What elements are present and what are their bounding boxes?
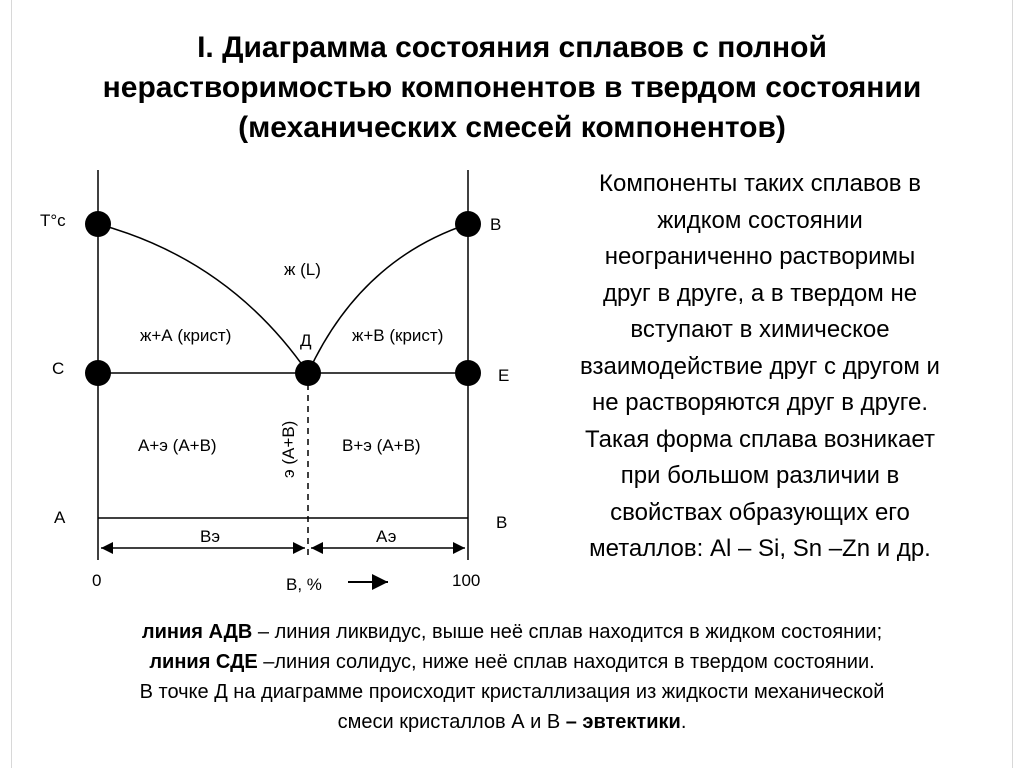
label-temperature: T°c <box>40 211 66 230</box>
description-text <box>520 166 1000 568</box>
description-line: не растворяются друг в друге. <box>592 389 928 416</box>
description-line: неограниченно растворимы <box>604 243 916 270</box>
label-D: Д <box>300 331 312 350</box>
title-line-2: нерастворимостью компонентов в твердом состоянии <box>102 71 922 104</box>
title-line-1: I. Диаграмма состояния сплавов с полной <box>197 31 827 64</box>
note-liquidus <box>24 617 1000 647</box>
label-E: Е <box>498 366 510 385</box>
description-line: Компоненты таких сплавов в <box>599 170 921 197</box>
liquidus-left-curve <box>98 224 308 373</box>
region-liquid: ж (L) <box>284 260 321 279</box>
note-eutectic-term: – эвтектики <box>565 711 681 733</box>
description-line: взаимодействие друг с другом и <box>580 352 940 380</box>
span-left-label: Вэ <box>200 527 221 546</box>
region-solid-left: А+э (А+В) <box>138 436 217 455</box>
note-eutectic-pre: смеси кристаллов А и В <box>337 711 566 733</box>
description-line: жидком состоянии <box>657 206 863 234</box>
note-liquidus-desc: – линия ликвидус, выше неё сплав находится в жидком состоянии; <box>252 621 883 643</box>
label-C: С <box>52 359 65 378</box>
note-liquidus-term: линия АДВ <box>141 621 253 643</box>
slide-title <box>30 28 994 148</box>
description-line: при большом различии в <box>620 462 900 489</box>
label-B-bottom: В <box>496 513 508 532</box>
description-line: вступают в химическое <box>630 316 890 343</box>
description-line: Такая форма сплава возникает <box>585 425 935 453</box>
label-A-bottom: А <box>54 508 66 527</box>
title-line-3: (механических смесей компонентов) <box>238 111 786 144</box>
note-crystallization: В точке Д на диаграмме происходит кристаллизация из жидкости механической <box>139 681 885 703</box>
region-liquid-A: ж+А (крист) <box>140 326 232 345</box>
tick-0: 0 <box>92 571 102 590</box>
slide-border-right <box>1012 0 1013 768</box>
note-eutectic-post: . <box>680 711 687 733</box>
span-right-label: Аэ <box>376 527 397 546</box>
note-solidus-term: линия СДЕ <box>149 651 258 673</box>
note-eutectic <box>24 707 1000 737</box>
eutectic-vertical-label: э (А+В) <box>279 420 298 478</box>
description-line: свойствах образующих его <box>610 498 910 526</box>
point-A-top <box>85 211 111 237</box>
region-liquid-B: ж+В (крист) <box>352 326 444 345</box>
phase-diagram <box>30 160 530 600</box>
point-E <box>455 360 481 386</box>
liquidus-right-curve <box>308 224 468 373</box>
note-solidus-desc: –линия солидус, ниже неё сплав находится в твердом состоянии. <box>257 651 875 673</box>
description-line: металлов: Al – Si, Sn –Zn и др. <box>589 535 931 562</box>
description-line: друг в друге, а в твердом не <box>602 279 918 307</box>
point-C <box>85 360 111 386</box>
tick-100: 100 <box>452 571 481 590</box>
point-D <box>295 360 321 386</box>
notes-block <box>24 617 1000 737</box>
x-axis-label: В, % <box>286 575 322 594</box>
slide-border-left <box>11 0 12 768</box>
label-B-top: B <box>490 215 502 234</box>
note-solidus <box>24 647 1000 677</box>
region-solid-right: В+э (А+В) <box>342 436 421 455</box>
point-B-top <box>455 211 481 237</box>
